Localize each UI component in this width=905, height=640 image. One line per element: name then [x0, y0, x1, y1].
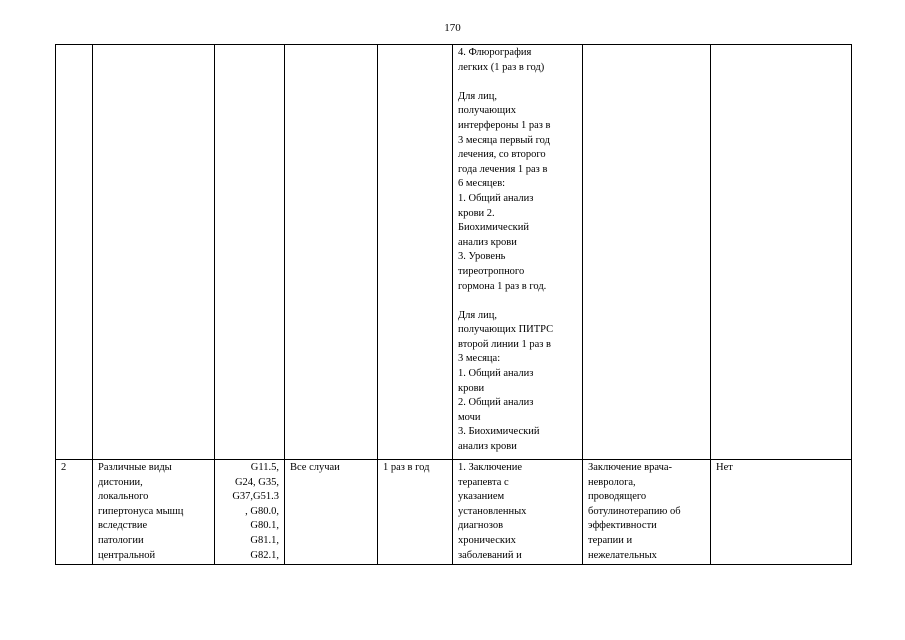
- row-number-cell: [56, 45, 93, 460]
- conclusion-cell: [583, 45, 711, 460]
- conclusion-text: Заключение врача- невролога, проводящего ботулинотерапию об эффективности терапии и нежелательных: [588, 462, 681, 561]
- examinations-cell: [453, 45, 583, 460]
- other-cell: [711, 460, 852, 565]
- disease-name-cell: [93, 460, 215, 565]
- table-row: [56, 45, 852, 460]
- icd-codes-cell: [215, 460, 285, 565]
- other-cell: [711, 45, 852, 460]
- examinations-text: 4. Флюрография легких (1 раз в год) Для лиц, получающих интерфероны 1 раз в 3 месяца первый год лечения, со второго года лечения 1 раз в 6 месяцев: 1. Общий анализ крови 2. Биохимический анализ крови 3. Уровень тиреотропного гормона 1 раз в год. Для лиц, получающих ПИТРС второй линии 1 раз в 3 месяца: 1. Общий анализ крови 2. Общий анализ мочи 3. Биохимический анализ крови: [458, 47, 554, 453]
- patient-category-cell: [285, 460, 378, 565]
- row-number-cell: [56, 460, 93, 565]
- disease-name: Различные виды дистонии, локального гипертонуса мышц вследствие патологии центральной: [98, 462, 184, 561]
- icd-codes-cell: [215, 45, 285, 460]
- document-table: [55, 44, 852, 565]
- disease-name-cell: [93, 45, 215, 460]
- table-row: [56, 460, 852, 565]
- frequency: 1 раз в год: [383, 462, 430, 473]
- row-number: 2: [61, 462, 67, 473]
- patient-category-cell: [285, 45, 378, 460]
- examinations-text: 1. Заключение терапевта с указанием установленных диагнозов хронических заболеваний и: [458, 462, 527, 561]
- patient-category: Все случаи: [290, 462, 340, 473]
- examinations-cell: [453, 460, 583, 565]
- frequency-cell: [378, 45, 453, 460]
- icd-codes: G11.5, G24, G35, G37,G51.3 , G80.0, G80.1, G81.1, G82.1,: [232, 462, 279, 561]
- frequency-cell: [378, 460, 453, 565]
- conclusion-cell: [583, 460, 711, 565]
- other-text: Нет: [716, 462, 733, 473]
- page-number: 170: [444, 22, 461, 34]
